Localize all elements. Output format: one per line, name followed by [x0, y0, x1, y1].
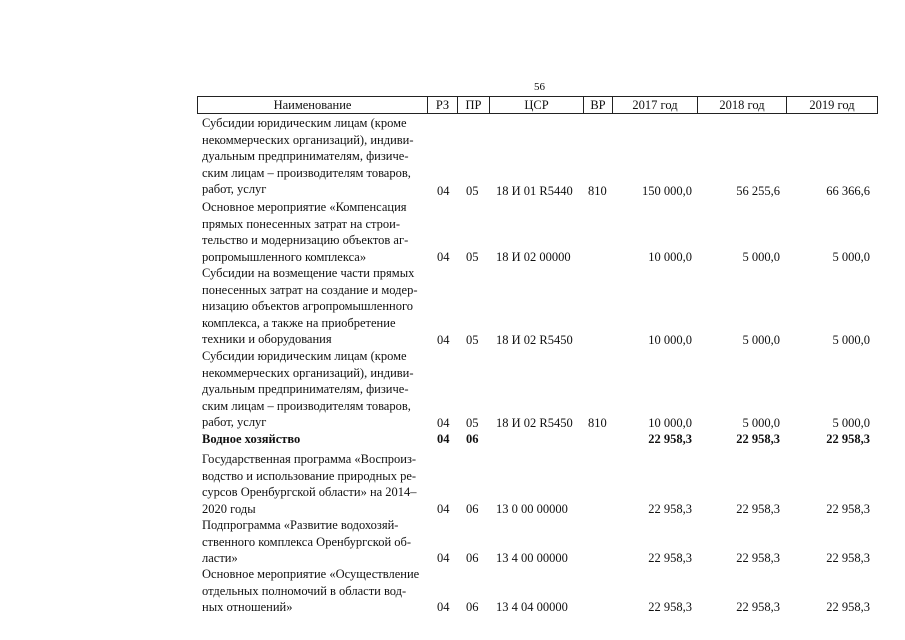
- row-csr: 13 4 00 00000: [496, 551, 568, 565]
- row-name-line: дуальным предпринимателям, физиче-: [202, 149, 409, 164]
- row-value-2018: 22 958,3: [736, 502, 780, 516]
- row-name-line: Основное мероприятие «Осуществление: [202, 567, 420, 581]
- row-rz: 04: [437, 184, 450, 198]
- row-name-line: ных отношений»: [202, 600, 293, 615]
- row-value-2018: 5 000,0: [742, 250, 780, 264]
- row-value-2017: 22 958,3: [648, 551, 692, 565]
- row-name-line: Субсидии юридическим лицам (кроме: [202, 349, 407, 363]
- row-value-2019: 5 000,0: [832, 250, 870, 264]
- row-value-2019: 22 958,3: [826, 502, 870, 516]
- row-rz: 04: [437, 432, 450, 446]
- row-value-2018: 5 000,0: [742, 333, 780, 347]
- row-pr: 06: [466, 502, 479, 516]
- row-csr: 18 И 02 R5450: [496, 416, 573, 430]
- row-name-line: ским лицам – производителям товаров,: [202, 398, 411, 413]
- row-pr: 05: [466, 333, 479, 347]
- row-value-2017: 22 958,3: [648, 600, 692, 614]
- row-value-2017: 150 000,0: [642, 184, 692, 198]
- row-value-2019: 22 958,3: [826, 432, 870, 446]
- row-value-2017: 10 000,0: [648, 250, 692, 264]
- row-vr: 810: [588, 184, 607, 198]
- row-name-line: работ, услуг: [202, 182, 267, 197]
- row-value-2017: 22 958,3: [648, 502, 692, 516]
- header-vr: ВР: [590, 98, 606, 112]
- row-rz: 04: [437, 551, 450, 565]
- row-pr: 06: [466, 600, 479, 614]
- row-name-line: Водное хозяйство: [202, 432, 301, 446]
- row-name-line: ропромышленного комплекса»: [202, 249, 367, 264]
- header-rz: РЗ: [435, 98, 450, 112]
- row-name: [202, 199, 426, 265]
- row-name-line: дуальным предпринимателям, физиче-: [202, 382, 409, 397]
- row-rz: 04: [437, 416, 450, 430]
- row-value-2018: 22 958,3: [736, 432, 780, 446]
- row-name-line: некоммерческих организаций), индиви-: [202, 132, 414, 147]
- row-rz: 04: [437, 600, 450, 614]
- row-csr: 18 И 01 R5440: [496, 184, 573, 198]
- row-name-line: Основное мероприятие «Компенсация: [202, 200, 407, 214]
- header-name: Наименование: [273, 98, 352, 112]
- row-csr: 13 4 04 00000: [496, 600, 568, 614]
- row-value-2017: 22 958,3: [648, 432, 692, 446]
- row-name-line: 2020 годы: [202, 501, 256, 516]
- row-name: [202, 265, 426, 348]
- row-name-line: прямых понесенных затрат на строи-: [202, 216, 400, 231]
- row-value-2019: 5 000,0: [832, 333, 870, 347]
- row-name: [202, 115, 426, 198]
- row-value-2019: 22 958,3: [826, 551, 870, 565]
- row-name-line: понесенных затрат на создание и модер-: [202, 282, 418, 297]
- row-name-line: водство и использование природных ре-: [202, 468, 417, 483]
- row-name-line: комплекса, а также на приобретение: [202, 315, 396, 330]
- row-csr: 18 И 02 R5450: [496, 333, 573, 347]
- row-value-2018: 56 255,6: [736, 184, 780, 198]
- header-pr: ПР: [465, 98, 482, 112]
- row-value-2018: 22 958,3: [736, 551, 780, 565]
- row-value-2019: 5 000,0: [832, 416, 870, 430]
- row-name: [202, 431, 426, 448]
- row-name-line: низацию объектов агропромышленного: [202, 299, 414, 314]
- row-name-line: некоммерческих организаций), индиви-: [202, 365, 414, 380]
- row-csr: 18 И 02 00000: [496, 250, 571, 264]
- header-2018: 2018 год: [719, 98, 765, 112]
- row-value-2018: 22 958,3: [736, 600, 780, 614]
- row-name-line: сурсов Оренбургской области» на 2014–: [202, 485, 417, 500]
- row-vr: 810: [588, 416, 607, 430]
- row-pr: 05: [466, 416, 479, 430]
- row-name-line: Субсидии на возмещение части прямых: [202, 266, 415, 280]
- row-rz: 04: [437, 333, 450, 347]
- header-2019: 2019 год: [809, 98, 855, 112]
- row-rz: 04: [437, 250, 450, 264]
- row-pr: 06: [466, 432, 479, 446]
- row-name-line: ласти»: [202, 551, 238, 566]
- row-csr: 13 0 00 00000: [496, 502, 568, 516]
- row-value-2019: 22 958,3: [826, 600, 870, 614]
- row-name-line: ским лицам – производителям товаров,: [202, 165, 411, 180]
- page-number: 56: [534, 81, 545, 93]
- row-rz: 04: [437, 502, 450, 516]
- row-name: [202, 348, 426, 431]
- row-name-line: техники и оборудования: [202, 332, 332, 347]
- row-pr: 05: [466, 250, 479, 264]
- row-name: [202, 517, 426, 567]
- row-value-2017: 10 000,0: [648, 333, 692, 347]
- header-csr: ЦСР: [524, 98, 549, 112]
- row-name: [202, 566, 426, 616]
- row-name: [202, 451, 426, 517]
- row-pr: 05: [466, 184, 479, 198]
- row-name-line: работ, услуг: [202, 415, 267, 430]
- row-name-line: Субсидии юридическим лицам (кроме: [202, 116, 407, 130]
- row-value-2017: 10 000,0: [648, 416, 692, 430]
- row-name-line: Государственная программа «Воспроиз-: [202, 452, 417, 466]
- row-value-2019: 66 366,6: [826, 184, 870, 198]
- header-2017: 2017 год: [632, 98, 678, 112]
- row-name-line: Подпрограмма «Развитие водохозяй-: [202, 518, 399, 532]
- row-name-line: тельство и модернизацию объектов аг-: [202, 233, 409, 248]
- row-value-2018: 5 000,0: [742, 416, 780, 430]
- row-name-line: отдельных полномочий в области вод-: [202, 583, 407, 598]
- row-pr: 06: [466, 551, 479, 565]
- row-name-line: ственного комплекса Оренбургской об-: [202, 534, 412, 549]
